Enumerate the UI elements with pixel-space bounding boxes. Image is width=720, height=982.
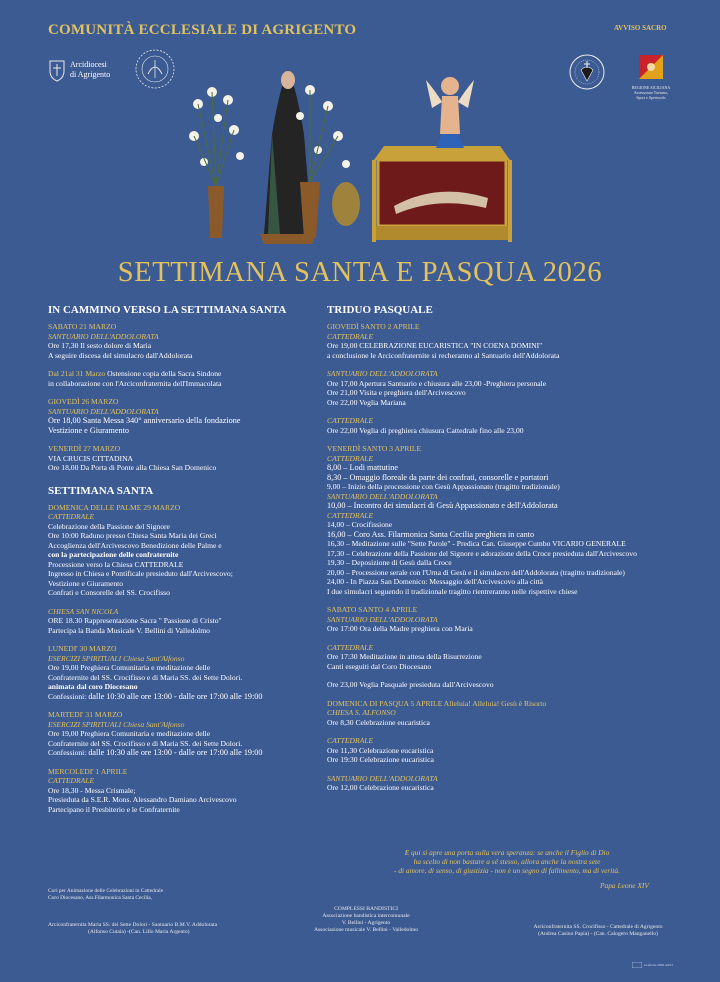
footer-line: (Andrea Casino Papia) - (Can. Calogero Manganello) bbox=[538, 931, 658, 937]
event-31-march bbox=[48, 710, 320, 758]
footer-line: Arciconfraternita SS. Crocifisso - Cattedrale di Agrigento bbox=[533, 924, 663, 930]
event-thursday-cattedrale bbox=[327, 416, 707, 435]
event-26-march bbox=[48, 397, 320, 435]
event-date: MERCOLEDI' 1 APRILE bbox=[48, 766, 128, 776]
event-hours: dalle 10:30 alle ore 13:00 - dalle ore 17:00 alle 19:00 bbox=[88, 691, 263, 701]
printer-logo-icon bbox=[632, 962, 642, 968]
event-line: 20,00 – Processione serale con l'Urna di Gesù e il simulacro dell'Addolorata (tragitto tradizionale) bbox=[327, 567, 625, 577]
event-venue: ESERCIZI SPIRITUALI Chiesa Sant'Alfonso bbox=[48, 719, 185, 729]
event-venue: CATTEDRALE bbox=[327, 510, 374, 520]
event-line: Accoglienza dell'Arcivescovo Benedizione delle Palme e bbox=[48, 540, 222, 550]
footer-left bbox=[48, 922, 217, 936]
event-line: animata dal coro Diocesano bbox=[48, 682, 138, 691]
event-venue: CATTEDRALE bbox=[327, 453, 374, 463]
event-venue: CHIESA S. ALFONSO bbox=[327, 708, 396, 717]
event-date: MARTEDI' 31 MARZO bbox=[48, 710, 123, 719]
quote-line: E qui si apre una porta sulla vera speranza: se anche il Figlio di Dio bbox=[404, 848, 610, 857]
sacred-images-illustration bbox=[188, 56, 528, 246]
event-good-friday bbox=[327, 444, 707, 596]
event-line: 14,00 – Crocifissione bbox=[327, 520, 393, 529]
event-venue: SANTUARIO DELL'ADDOLORATA bbox=[327, 773, 438, 783]
event-30-march bbox=[48, 644, 320, 701]
event-line: Ingresso in Chiesa e Pontificale presieduto dall'Arcivescovo; bbox=[48, 569, 233, 578]
event-line: Partecipa la Banda Musicale V. Bellini di Valledolmo bbox=[48, 625, 210, 635]
event-line: Ore 19,00 CELEBRAZIONE EUCARISTICA "IN COENA DOMINI" bbox=[327, 341, 543, 350]
event-line: VIA CRUCIS CITTADINA bbox=[48, 453, 134, 463]
event-line: 24,00 - In Piazza San Domenico: Messaggio dell'Arcivescovo alla città bbox=[327, 577, 544, 586]
footer-line: COMPLESSI BANDISTICI bbox=[334, 906, 398, 912]
footer-line: Associazione bandistica intercomunale bbox=[322, 913, 410, 919]
event-line: Presieduta da S.E.R. Mons. Alessandro Damiano Arcivescovo bbox=[48, 795, 237, 804]
event-holy-thursday bbox=[327, 322, 707, 360]
event-line: Ore 17,00 Apertura Santuario e chiusura alle 23,00 -Preghiera personale bbox=[327, 378, 547, 388]
event-date: DOMENICA DI PASQUA 5 APRILE Alleluia! Alleluia! Gesù è Risorto bbox=[327, 698, 547, 708]
event-line: Ore 18,30 - Messa Crismale; bbox=[48, 785, 136, 795]
event-line: Ostensione copia della Sacra Sindone bbox=[107, 369, 222, 378]
event-label: Confessioni: bbox=[48, 748, 87, 757]
event-line: Ore 19,00 Preghiera Comunitaria e meditazione delle bbox=[48, 729, 211, 738]
event-date: VENERDÌ 27 MARZO bbox=[48, 444, 121, 453]
event-line: Canti eseguiti dal Coro Diocesano bbox=[327, 661, 432, 671]
arcidiocesi-line1: Arcidiocesi bbox=[70, 60, 107, 69]
event-easter-vigil bbox=[327, 680, 707, 690]
event-line: 10,00 – Incontro dei simulacri di Gesù Appassionato e dell'Addolorata bbox=[327, 501, 558, 510]
event-date: DOMENICA DELLE PALME 29 MARZO bbox=[48, 502, 181, 512]
event-line: Ore 19,00 Preghiera Comunitaria e meditazione delle bbox=[48, 663, 211, 672]
event-line: A seguire discesa del simulacro dall'Addolorata bbox=[48, 350, 193, 360]
event-date: Dal 21al 31 Marzo bbox=[48, 369, 106, 378]
event-line: 16,00 – Coro Ass. Filarmonica Santa Cecilia preghiera in canto bbox=[327, 529, 535, 539]
event-venue: SANTUARIO DELL'ADDOLORATA bbox=[327, 491, 438, 501]
event-venue: CHIESA SAN NICOLA bbox=[48, 606, 119, 616]
event-line: Ore 17,30 Il sesto dolore di Maria bbox=[48, 341, 152, 350]
event-venue: SANTUARIO DELL'ADDOLORATA bbox=[327, 369, 438, 378]
event-line: Ore 12,00 Celebrazione eucaristica bbox=[327, 783, 434, 792]
coat-of-arms-icon bbox=[48, 58, 66, 82]
event-venue: SANTUARIO DELL'ADDOLORATA bbox=[48, 406, 159, 416]
event-line: 8,30 – Omaggio floreale da parte dei confrati, consorelle e portatori bbox=[327, 472, 549, 482]
event-line: Confraternite del SS. Crocifisso e di Maria SS. dei Sette Dolori. bbox=[48, 738, 243, 748]
left-column bbox=[48, 304, 320, 823]
event-date: SABATO 21 MARZO bbox=[48, 322, 117, 331]
printer-name: Grafiche 2000 ARTI bbox=[644, 963, 673, 967]
event-line: Partecipano il Presbiterio e le Confraternite bbox=[48, 804, 180, 814]
event-line: Ore 21,00 Visita e preghiera dell'Arcivescovo bbox=[327, 388, 466, 397]
event-thursday-addolorata bbox=[327, 369, 707, 407]
printer-credit bbox=[632, 962, 673, 968]
event-line: Ore 23,00 Veglia Pasquale presieduta dall'Arcivescovo bbox=[327, 680, 494, 689]
arcidiocesi-line2: di Agrigento bbox=[70, 70, 111, 79]
event-line: Ore 18,00 Santa Messa 340° anniversario della fondazione bbox=[48, 416, 241, 425]
region-line3: Sport e Spettacolo bbox=[636, 95, 666, 100]
event-venue: CATTEDRALE bbox=[327, 736, 374, 745]
footer-line: Associazione musicale V. Bellini - Valledolmo bbox=[313, 927, 419, 933]
right-column bbox=[327, 304, 707, 802]
event-date: LUNEDI' 30 MARZO bbox=[48, 644, 117, 653]
event-holy-saturday bbox=[327, 605, 707, 634]
event-line: Ore 18,00 Da Porta di Ponte alla Chiesa San Domenico bbox=[48, 463, 217, 472]
event-easter-cattedrale bbox=[327, 736, 707, 765]
event-21-march bbox=[48, 322, 320, 360]
event-line: in collaborazione con l'Arciconfraternita dell'Immacolata bbox=[48, 378, 222, 388]
footer-line: (Alfonso Cutaia) -(Can. Lillo Maria Argento) bbox=[88, 929, 190, 935]
event-line: 16,30 – Meditazione sulle "Sette Parole" - Predica Can. Giuseppe Cumbo VICARIO GENERALE bbox=[327, 539, 626, 548]
event-line: 19,30 – Deposizione di Gesù dalla Croce bbox=[327, 558, 452, 567]
event-palm-sunday bbox=[48, 503, 320, 598]
quote-line: ha scelto di non bastare a sé stesso, allora anche la nostra sete bbox=[413, 857, 601, 866]
event-line: Ore 19:30 Celebrazione eucaristica bbox=[327, 755, 434, 764]
org-title: COMUNITÀ ECCLESIALE DI AGRIGENTO bbox=[48, 22, 357, 38]
confraternity-logo-icon bbox=[134, 48, 176, 90]
event-date: GIOVEDÌ SANTO 2 APRILE bbox=[327, 322, 420, 331]
event-line: a conclusione le Arciconfraternite si recheranno al Santuario dell'Addolorata bbox=[327, 350, 560, 360]
event-line: Celebrazione della Passione del Signore bbox=[48, 521, 170, 531]
event-line: Ore 17:30 Meditazione in attesa della Risurrezione bbox=[327, 652, 482, 661]
angel-statue-icon bbox=[426, 77, 474, 148]
section-heading-holy-week: SETTIMANA SANTA bbox=[48, 484, 154, 497]
event-saturday-cattedrale bbox=[327, 643, 707, 672]
flower-vase-left-icon bbox=[189, 87, 244, 238]
event-line: con la partecipazione delle confraternite bbox=[48, 550, 179, 559]
choir-credits bbox=[48, 888, 163, 902]
event-venue: CATTEDRALE bbox=[327, 416, 374, 425]
event-line: I due simulacri seguendo il tradizionale tragitto rientreranno nelle rispettive chiese bbox=[327, 586, 578, 596]
trinacria-icon bbox=[638, 54, 664, 80]
event-line: Confrati e Consorelle del SS. Crocifisso bbox=[48, 588, 170, 597]
event-line: Vestizione e Giuramento bbox=[48, 578, 124, 588]
event-venue: CATTEDRALE bbox=[48, 776, 95, 785]
event-hours: dalle 10:30 alle ore 13:00 - dalle ore 17:00 alle 19:00 bbox=[88, 748, 263, 757]
event-27-march bbox=[48, 444, 320, 473]
credit-line: Coro Diocesano, Ass.Filarmonica Santa Cecilia, bbox=[48, 894, 153, 901]
section-heading-lent: IN CAMMINO VERSO LA SETTIMANA SANTA bbox=[48, 304, 287, 316]
event-date: SABATO SANTO 4 APRILE bbox=[327, 605, 418, 614]
event-easter-addolorata bbox=[327, 774, 707, 793]
event-line: Vestizione e Giuramento bbox=[48, 425, 129, 435]
event-easter-sunday bbox=[327, 699, 707, 728]
event-line: 9,00 – Inizio della processione con Gesù Appassionato (tragitto tradizionale) bbox=[327, 482, 560, 491]
arciconfraternita-seal-icon bbox=[569, 54, 605, 90]
event-line: Processione verso la Chiesa CATTEDRALE bbox=[48, 559, 184, 569]
quote-line: - di amore, di senso, di giustizia - non è un segno di fallimento, ma di verità. bbox=[394, 866, 620, 875]
event-line: 17,30 – Celebrazione della Passione del Signore e adorazione della Croce presieduta dall'Arcivescovo bbox=[327, 548, 637, 558]
regione-siciliana-logo bbox=[624, 54, 678, 100]
arcidiocesi-logo bbox=[48, 58, 110, 82]
footer-right bbox=[508, 924, 688, 938]
golden-ornament-icon bbox=[332, 182, 360, 226]
footer-line: V. Bellini - Agrigento bbox=[341, 920, 391, 926]
region-line2: Assessorato Turismo, bbox=[633, 90, 669, 95]
event-date: GIOVEDÌ 26 MARZO bbox=[48, 397, 119, 406]
urn-of-christ-icon bbox=[372, 146, 512, 242]
event-line: Ore 22,00 Veglia Mariana bbox=[327, 397, 406, 407]
event-venue: CATTEDRALE bbox=[327, 642, 374, 652]
main-title: SETTIMANA SANTA E PASQUA 2026 bbox=[117, 257, 603, 288]
event-venue: CATTEDRALE bbox=[327, 331, 374, 341]
event-sindone bbox=[48, 369, 320, 388]
event-line: ORE 18.30 Rappresentazione Sacra " Passione di Cristo" bbox=[48, 616, 222, 625]
event-san-nicola bbox=[48, 607, 320, 636]
event-line: Ore 11,30 Celebrazione eucaristica bbox=[327, 745, 434, 755]
event-line: Ore 8,30 Celebrazione eucaristica bbox=[327, 717, 430, 727]
event-line: Confraternite del SS. Crocifisso e di Maria SS. dei Sette Dolori. bbox=[48, 672, 243, 682]
event-venue: ESERCIZI SPIRITUALI Chiesa Sant'Alfonso bbox=[48, 653, 185, 663]
section-heading-triduum: TRIDUO PASQUALE bbox=[327, 304, 433, 316]
region-line1: REGIONE SICILIANA bbox=[631, 85, 671, 90]
event-line: Ore 10:00 Raduno presso Chiesa Santa Maria dei Greci bbox=[48, 531, 217, 540]
notice-label: AVVISO SACRO bbox=[614, 24, 667, 32]
event-1-april bbox=[48, 767, 320, 815]
credit-line: Cori per Animazione delle Celebrazioni in Cattedrale bbox=[48, 888, 163, 894]
event-venue: CATTEDRALE bbox=[48, 512, 95, 521]
quote-author: Papa Leone XIV bbox=[600, 881, 649, 890]
footer-center bbox=[306, 906, 426, 934]
event-date: VENERDÌ SANTO 3 APRILE bbox=[327, 444, 422, 453]
event-venue: SANTUARIO DELL'ADDOLORATA bbox=[48, 331, 159, 341]
event-label: Confessioni: bbox=[48, 691, 87, 701]
event-line: Ore 22,00 Veglia di preghiera chiusura Cattedrale fino alle 23,00 bbox=[327, 425, 524, 435]
event-venue: SANTUARIO DELL'ADDOLORATA bbox=[327, 614, 438, 624]
pope-quote bbox=[340, 848, 674, 875]
footer-line: Arciconfraternita Maria SS. dei Sette Dolori - Santuario B.M.V. Addolorata bbox=[48, 922, 218, 928]
event-line: 8,00 – Lodi mattutine bbox=[327, 463, 398, 472]
event-line: Ore 17:00 Ora della Madre preghiera con Maria bbox=[327, 624, 473, 633]
